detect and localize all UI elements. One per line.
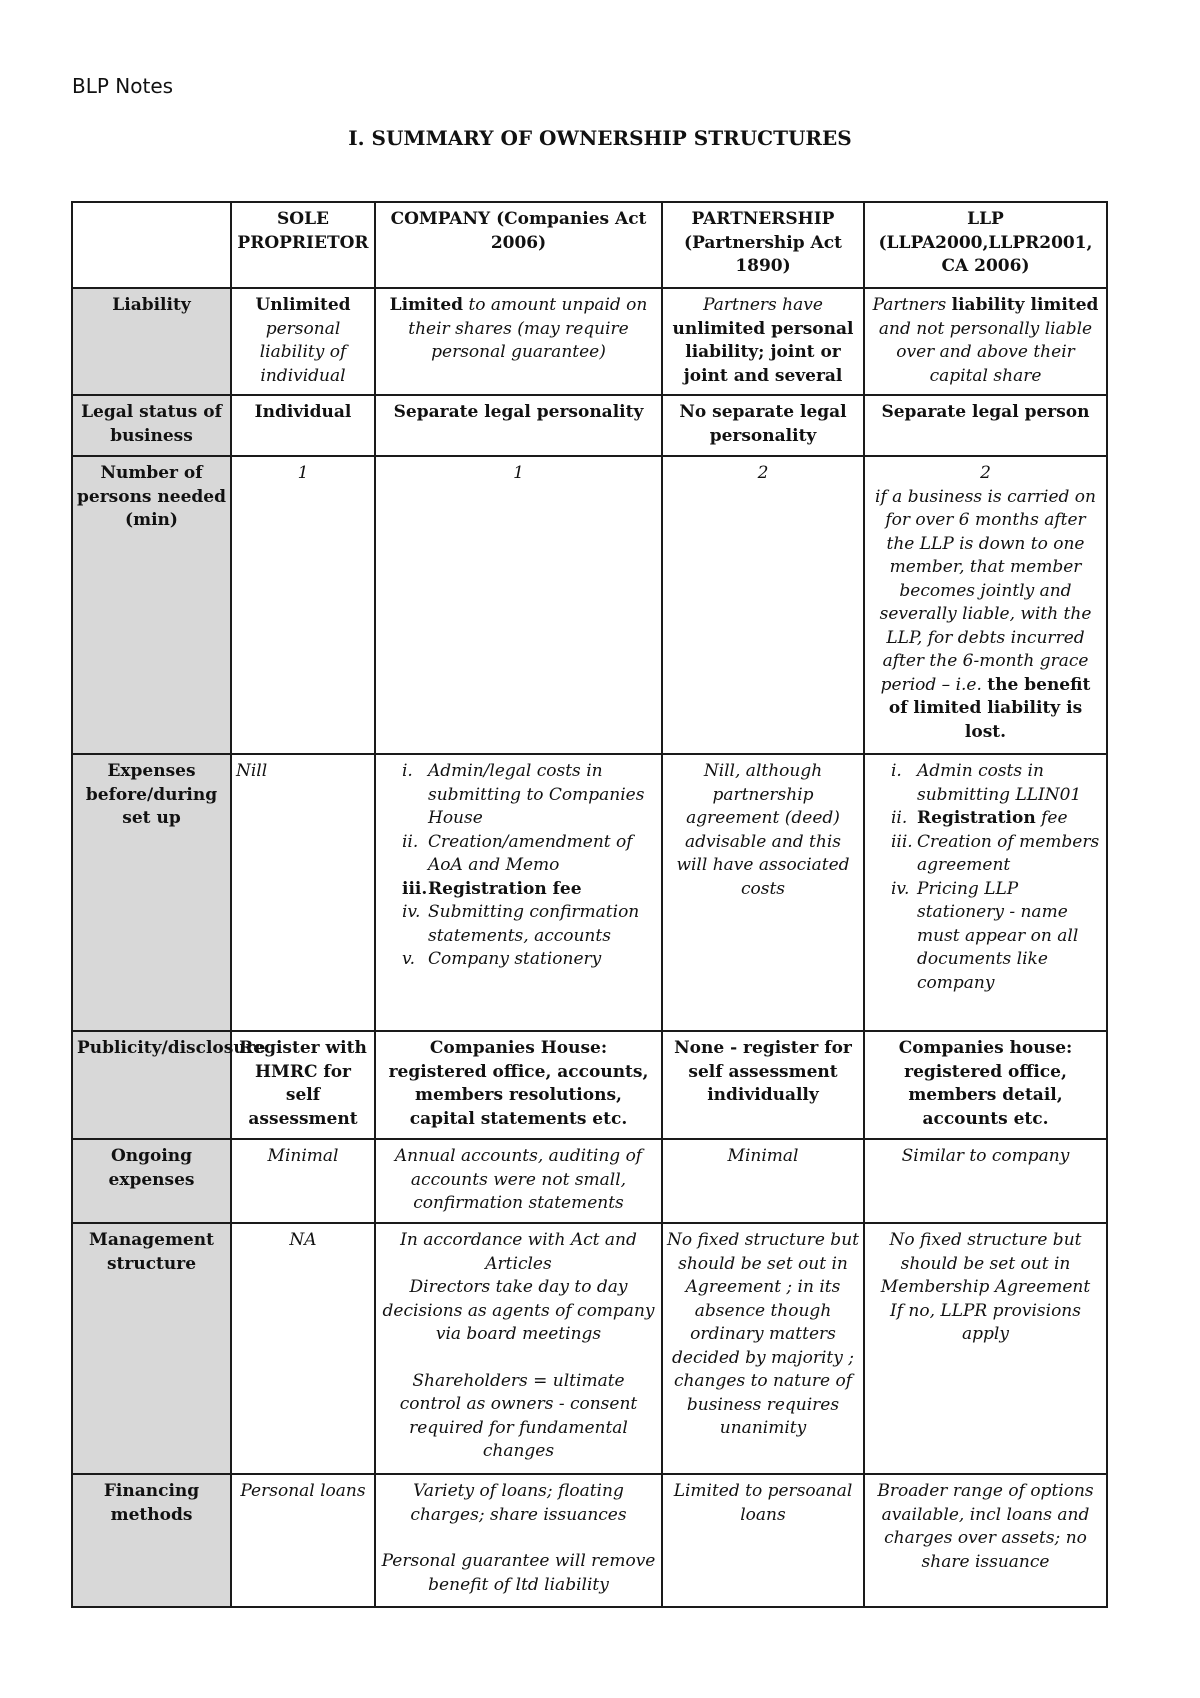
- persons-llp-note: if a business is carried on for over 6 months after the LLP is down to one member, that member becomes jointly and severally liable, with the LLP, for debts incurred after the 6-month grace period – i.e.: [875, 486, 1096, 695]
- corner-cell: [72, 202, 231, 288]
- cell-persons-company: 1: [375, 456, 662, 754]
- management-llp-para-2: If no, LLPR provisions apply: [890, 1300, 1081, 1344]
- cell-ongoing-sole: Minimal: [231, 1139, 375, 1223]
- row-label-publicity: Publicity/disclosure: [72, 1031, 231, 1139]
- cell-ongoing-partnership: Minimal: [662, 1139, 864, 1223]
- cell-expenses-llp: [864, 754, 1107, 1031]
- liability-llp-text-2: and not personally liable over and above their capital share: [878, 318, 1093, 386]
- row-legal-status: [72, 395, 1107, 456]
- list-item: i. Admin/legal costs in submitting to Companies House: [402, 761, 645, 828]
- financing-company-para-2: Personal guarantee will remove benefit of ltd liability: [381, 1551, 656, 1595]
- liability-llp-text-1: Partners: [872, 295, 947, 315]
- column-header-llp: LLP (LLPA2000,LLPR2001, CA 2006): [864, 202, 1107, 288]
- liability-company-bold: Limited: [389, 295, 464, 315]
- cell-legal-status-company: Separate legal personality: [375, 395, 662, 456]
- financing-company-para-1: Variety of loans; floating charges; share issuances: [410, 1481, 627, 1525]
- cell-liability-partnership: [662, 288, 864, 395]
- header-note: BLP Notes: [72, 74, 174, 98]
- row-liability: [72, 288, 1107, 395]
- liability-company-text: to amount unpaid on their shares (may require personal guarantee): [408, 295, 648, 362]
- liability-partnership-text: Partners have: [703, 295, 823, 315]
- cell-expenses-sole: Nill: [231, 754, 375, 1031]
- list-item: v. Company stationery: [402, 949, 602, 969]
- list-item: ii. Registration fee: [891, 808, 1068, 828]
- list-item: ii. Creation/amendment of AoA and Memo: [402, 831, 633, 875]
- row-label-persons-needed: Number of persons needed (min): [72, 456, 231, 754]
- cell-persons-partnership: 2: [662, 456, 864, 754]
- cell-expenses-company: [375, 754, 662, 1031]
- cell-expenses-partnership: Nill, although partnership agreement (deed) advisable and this will have associated costs: [662, 754, 864, 1031]
- list-item: iv. Submitting confirmation statements, accounts: [402, 902, 640, 946]
- management-company-para-3: Shareholders = ultimate control as owners - consent required for fundamental changes: [399, 1370, 638, 1461]
- management-llp-para-1: No fixed structure but should be set out in Membership Agreement: [880, 1230, 1091, 1297]
- row-expenses-setup: [72, 754, 1107, 1031]
- row-persons-needed: [72, 456, 1107, 754]
- liability-sole-bold: Unlimited: [255, 295, 351, 315]
- document-title: I. SUMMARY OF OWNERSHIP STRUCTURES: [348, 126, 852, 150]
- cell-persons-sole: 1: [231, 456, 375, 754]
- cell-management-llp: [864, 1223, 1107, 1474]
- cell-financing-partnership: Limited to persoanal loans: [662, 1474, 864, 1607]
- list-item: iii. Creation of members agreement: [891, 831, 1100, 875]
- expenses-company-list: [380, 760, 657, 972]
- list-item: i. Admin costs in submitting LLIN01: [891, 761, 1082, 805]
- row-label-management-structure: Management structure: [72, 1223, 231, 1474]
- cell-legal-status-sole: Individual: [231, 395, 375, 456]
- list-item: iii. Registration fee: [402, 878, 582, 899]
- cell-financing-llp: Broader range of options available, incl loans and charges over assets; no share issuance: [864, 1474, 1107, 1607]
- row-label-legal-status: Legal status of business: [72, 395, 231, 456]
- cell-publicity-partnership: None - register for self assessment individually: [662, 1031, 864, 1139]
- row-label-financing-methods: Financing methods: [72, 1474, 231, 1607]
- liability-llp-bold: liability limited: [951, 295, 1099, 315]
- cell-management-company: [375, 1223, 662, 1474]
- management-company-para-2: Directors take day to day decisions as agents of company via board meetings: [382, 1277, 655, 1344]
- column-header-partnership: PARTNERSHIP (Partnership Act 1890): [662, 202, 864, 288]
- row-label-liability: Liability: [72, 288, 231, 395]
- row-label-expenses-setup: Expenses before/during set up: [72, 754, 231, 1031]
- cell-legal-status-llp: Separate legal person: [864, 395, 1107, 456]
- cell-persons-llp: [864, 456, 1107, 754]
- cell-legal-status-partnership: No separate legal personality: [662, 395, 864, 456]
- liability-sole-text: personal liability of individual: [259, 318, 347, 386]
- row-ongoing-expenses: [72, 1139, 1107, 1223]
- ownership-summary-table: [71, 201, 1108, 1608]
- cell-liability-llp: [864, 288, 1107, 395]
- cell-ongoing-company: Annual accounts, auditing of accounts were not small, confirmation statements: [375, 1139, 662, 1223]
- cell-financing-company: [375, 1474, 662, 1607]
- persons-llp-number: 2: [980, 463, 991, 483]
- row-label-ongoing-expenses: Ongoing expenses: [72, 1139, 231, 1223]
- cell-management-partnership: No fixed structure but should be set out in Agreement ; in its absence though ordinary matters decided by majority ; changes to nature of business requires unanimity: [662, 1223, 864, 1474]
- list-item: iv. Pricing LLP stationery - name must appear on all documents like company: [891, 878, 1079, 993]
- management-company-para-1: In accordance with Act and Articles: [400, 1230, 637, 1274]
- cell-ongoing-llp: Similar to company: [864, 1139, 1107, 1223]
- column-header-sole-proprietor: SOLE PROPRIETOR: [231, 202, 375, 288]
- cell-liability-sole: [231, 288, 375, 395]
- liability-partnership-bold: unlimited personal liability; joint or joint and several: [672, 318, 854, 386]
- cell-publicity-sole: Register with HMRC for self assessment: [231, 1031, 375, 1139]
- cell-publicity-llp: Companies house: registered office, members detail, accounts etc.: [864, 1031, 1107, 1139]
- row-management-structure: [72, 1223, 1107, 1474]
- cell-financing-sole: Personal loans: [231, 1474, 375, 1607]
- cell-publicity-company: Companies House: registered office, accounts, members resolutions, capital statements etc.: [375, 1031, 662, 1139]
- cell-liability-company: [375, 288, 662, 395]
- expenses-llp-list: [869, 760, 1102, 995]
- table-header-row: [72, 202, 1107, 288]
- cell-management-sole: NA: [231, 1223, 375, 1474]
- column-header-company: COMPANY (Companies Act 2006): [375, 202, 662, 288]
- persons-llp-note-bold: the benefit of limited liability is lost.: [888, 674, 1091, 742]
- row-financing-methods: [72, 1474, 1107, 1607]
- row-publicity: [72, 1031, 1107, 1139]
